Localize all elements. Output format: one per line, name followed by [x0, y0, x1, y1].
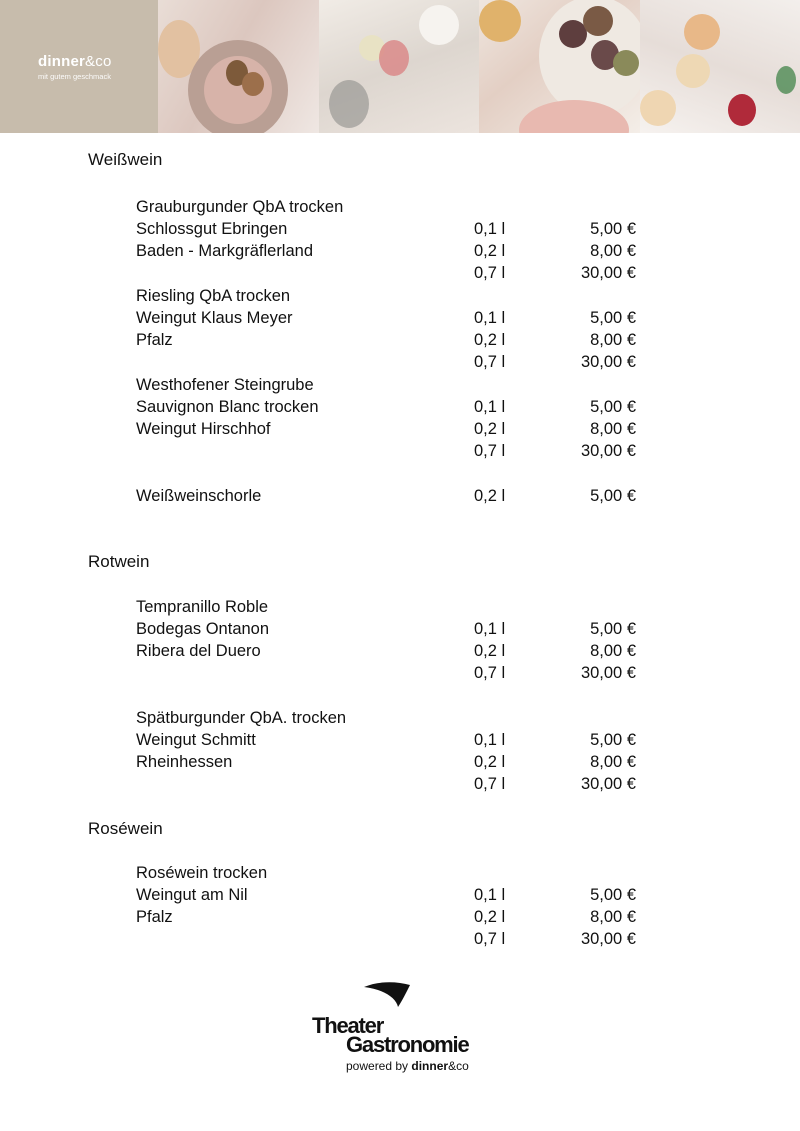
theater-gastronomie-logo	[300, 975, 500, 1085]
price: 30,00 €	[580, 775, 636, 793]
wine-name: Westhofener Steingrube	[136, 376, 314, 394]
serving-size: 0,7 l	[474, 264, 506, 282]
serving-size: 0,7 l	[474, 664, 506, 682]
price: 5,00 €	[590, 398, 636, 416]
wine-row	[136, 329, 636, 351]
powered-by-text: powered by dinner&co	[346, 1059, 469, 1073]
wine-row	[136, 773, 636, 795]
wine-row	[136, 729, 636, 751]
wine-region: Pfalz	[136, 331, 173, 349]
serving-size: 0,1 l	[474, 886, 506, 904]
price: 5,00 €	[590, 487, 636, 505]
wine-region: Pfalz	[136, 908, 173, 926]
food-photo-glasses	[319, 0, 480, 133]
wine-row	[136, 662, 636, 684]
wine-row	[136, 618, 636, 640]
wine-name: Riesling QbA trocken	[136, 287, 291, 305]
wine-row	[136, 906, 636, 928]
serving-size: 0,1 l	[474, 309, 506, 327]
wine-row	[136, 307, 636, 329]
wine-row	[136, 218, 636, 240]
serving-size: 0,1 l	[474, 620, 506, 638]
serving-size: 0,2 l	[474, 487, 506, 505]
wine-row	[136, 440, 636, 462]
serving-size: 0,2 l	[474, 242, 506, 260]
wine-row	[136, 596, 636, 618]
price: 5,00 €	[590, 620, 636, 638]
price: 5,00 €	[590, 731, 636, 749]
food-photo-fig-plate	[479, 0, 640, 133]
brand-tagline: mit gutem geschmack	[38, 71, 111, 81]
price: 8,00 €	[590, 420, 636, 438]
wine-producer: Weingut Hirschhof	[136, 420, 271, 438]
price: 8,00 €	[590, 331, 636, 349]
food-photo-rose-glasses	[640, 0, 800, 133]
price: 30,00 €	[580, 353, 636, 371]
serving-size: 0,2 l	[474, 908, 506, 926]
section-title-weisswein: Weißwein	[88, 150, 163, 169]
price: 8,00 €	[590, 642, 636, 660]
section-title-rosewein: Roséwein	[88, 819, 163, 838]
price: 5,00 €	[590, 220, 636, 238]
wine-row	[136, 351, 636, 373]
wine-row	[136, 262, 636, 284]
wine-row	[136, 751, 636, 773]
serving-size: 0,7 l	[474, 442, 506, 460]
serving-size: 0,7 l	[474, 930, 506, 948]
wine-row	[136, 640, 636, 662]
wine-row	[136, 374, 636, 396]
wine-name: Roséwein trocken	[136, 864, 268, 882]
brand-logo: dinner&co	[38, 52, 112, 70]
wine-row	[136, 196, 636, 218]
wine-name: Tempranillo Roble	[136, 598, 269, 616]
wine-row	[136, 240, 636, 262]
serving-size: 0,2 l	[474, 642, 506, 660]
wine-row	[136, 485, 636, 507]
price: 5,00 €	[590, 309, 636, 327]
price: 5,00 €	[590, 886, 636, 904]
price: 30,00 €	[580, 264, 636, 282]
wine-producer: Bodegas Ontanon	[136, 620, 270, 638]
wine-variety: Sauvignon Blanc trocken	[136, 398, 319, 416]
serving-size: 0,1 l	[474, 220, 506, 238]
wine-producer: Schlossgut Ebringen	[136, 220, 288, 238]
wine-name: Weißweinschorle	[136, 487, 262, 505]
wine-region: Ribera del Duero	[136, 642, 261, 660]
price: 8,00 €	[590, 753, 636, 771]
serving-size: 0,7 l	[474, 353, 506, 371]
logo-text-theater: Theater	[312, 1013, 384, 1038]
wine-producer: Weingut am Nil	[136, 886, 248, 904]
wine-row	[136, 862, 636, 884]
wine-producer: Weingut Klaus Meyer	[136, 309, 293, 327]
price: 30,00 €	[580, 664, 636, 682]
header-banner	[0, 0, 800, 133]
brand-panel	[0, 0, 158, 133]
wine-row	[136, 396, 636, 418]
logo-text-gastronomie: Gastronomie	[346, 1032, 469, 1057]
price: 8,00 €	[590, 908, 636, 926]
price: 8,00 €	[590, 242, 636, 260]
serving-size: 0,2 l	[474, 420, 506, 438]
wine-region: Baden - Markgräflerland	[136, 242, 314, 260]
wing-icon	[362, 979, 412, 1009]
wine-producer: Weingut Schmitt	[136, 731, 256, 749]
serving-size: 0,7 l	[474, 775, 506, 793]
serving-size: 0,2 l	[474, 753, 506, 771]
section-title-rotwein: Rotwein	[88, 552, 150, 571]
serving-size: 0,1 l	[474, 398, 506, 416]
price: 30,00 €	[580, 930, 636, 948]
food-photo-figs-bowl	[158, 0, 319, 133]
serving-size: 0,2 l	[474, 331, 506, 349]
wine-row	[136, 707, 636, 729]
wine-row	[136, 285, 636, 307]
price: 30,00 €	[580, 442, 636, 460]
wine-name: Grauburgunder QbA trocken	[136, 198, 344, 216]
wine-row	[136, 884, 636, 906]
serving-size: 0,1 l	[474, 731, 506, 749]
wine-region: Rheinhessen	[136, 753, 233, 771]
wine-row	[136, 418, 636, 440]
wine-row	[136, 928, 636, 950]
wine-name: Spätburgunder QbA. trocken	[136, 709, 347, 727]
